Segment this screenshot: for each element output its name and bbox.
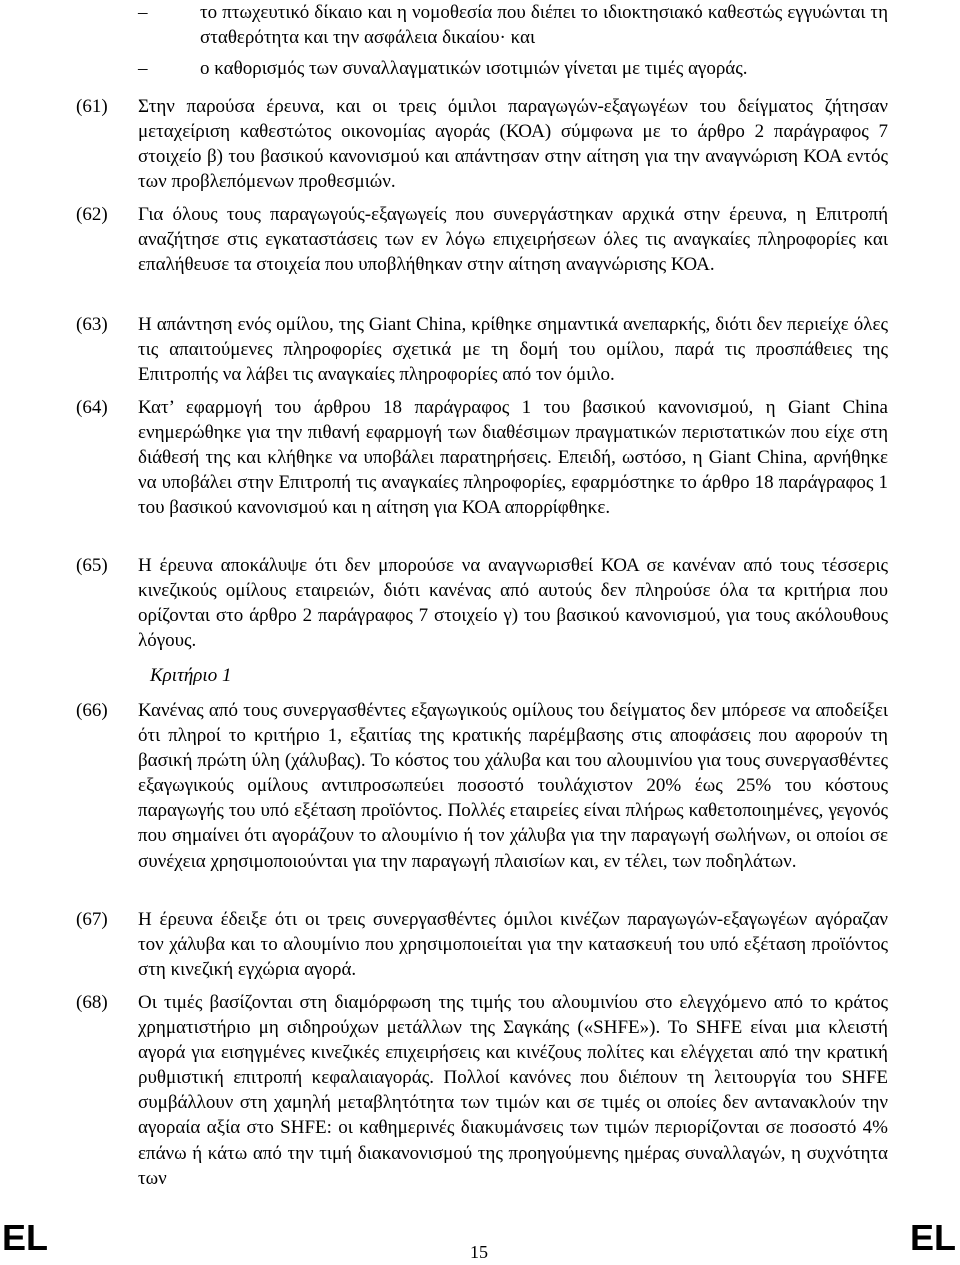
paragraph-65 [76,553,888,653]
paragraph-number: (65) [76,555,108,576]
paragraph-61 [76,94,888,194]
paragraph-text: Για όλους τους παραγωγούς-εξαγωγείς που συνεργάστηκαν αρχικά στην έρευνα, η Επιτροπή αναζήτησε στις εγκαταστάσεις των εν λόγω επιχειρήσεων όλες τις αναγκαίες πληροφορίες και επαλήθευσε τα στοιχεία που υποβλήθηκαν στην αίτηση αναγνώρισης ΚΟΑ. [138,204,888,276]
paragraph-text: Η έρευνα έδειξε ότι οι τρεις συνεργασθέντες όμιλοι κινέζων παραγωγών-εξαγωγέων αγόραζαν τον χάλυβα και το αλουμίνιο που χρησιμοποιείται για την κατασκευή του υπό εξέταση προϊόντος στη κινεζική εγχώρια αγορά. [138,909,888,981]
paragraph-text: Η έρευνα αποκάλυψε ότι δεν μπορούσε να αναγνωρισθεί ΚΟΑ σε κανέναν από τους τέσσερις κινεζικούς ομίλους εταιρειών, διότι κανένας από αυτούς δεν πληρούσε όλα τα κριτήρια που ορίζονται στο άρθρο 2 παράγραφος 7 στοιχείο γ) του βασικού κανονισμού, για τους ακόλουθους λόγους. [138,555,888,652]
paragraph-number: (63) [76,314,108,335]
paragraph-64 [76,395,888,520]
paragraph-67 [76,907,888,982]
dash-item-2 [138,56,888,81]
footer-language-left: EL [2,1217,49,1258]
paragraph-66 [76,698,888,874]
dash-mark: – [138,58,148,79]
paragraph-text: Η απάντηση ενός ομίλου, της Giant China, κρίθηκε σημαντικά ανεπαρκής, διότι δεν περιείχε όλες τις απαιτούμενες πληροφορίες σχετικά με τη δομή του ομίλου, παρά τις προσπάθειες της Επιτροπής να λάβει τις αναγκαίες πληροφορίες από τον όμιλο. [138,314,888,386]
paragraph-number: (68) [76,992,108,1013]
dash-mark: – [138,2,148,23]
paragraph-62 [76,202,888,277]
paragraph-number: (67) [76,909,108,930]
paragraph-text: Κανένας από τους συνεργασθέντες εξαγωγικούς ομίλους του δείγματος δεν μπόρεσε να αποδείξει ότι πληροί το κριτήριο 1, εξαιτίας της κρατικής παρέμβασης στις αποφάσεις που αφορούν τη βασική πρώτη ύλη (χάλυβας). Το κόστος του χάλυβα και του αλουμινίου για τους συνεργασθέντες εξαγωγικούς ομίλους αντιπροσωπεύει ποσοστό τουλάχιστον 20% έως 25% του κόστους παραγωγής του υπό εξέταση προϊόντος. Πολλές εταιρείες είναι πλήρως καθετοποιημένες, γεγονός που σημαίνει ότι αγοράζουν το αλουμίνιο ή τον χάλυβα για την παραγωγή σωλήνων, οι οποίοι σε συνέχεια χρησιμοποιούνται για την παραγωγή πλαισίων και, εν τέλει, των ποδηλάτων. [138,700,888,872]
paragraph-number: (66) [76,700,108,721]
page-number: 15 [470,1242,488,1262]
paragraph-68 [76,990,888,1191]
footer-language-right: EL [909,1217,956,1258]
paragraph-text: Στην παρούσα έρευνα, και οι τρεις όμιλοι παραγωγών-εξαγωγέων του δείγματος ζήτησαν μεταχείριση καθεστώτος οικονομίας αγοράς (ΚΟΑ) σύμφωνα με το άρθρο 2 παράγραφος 7 στοιχείο β) του βασικού κανονισμού και απάντησαν στην αίτηση για την αναγνώριση ΚΟΑ εντός των προβλεπόμενων προθεσμιών. [138,96,888,193]
paragraph-number: (62) [76,204,108,225]
paragraph-text: Κατ’ εφαρμογή του άρθρου 18 παράγραφος 1 του βασικού κανονισμού, η Giant China ενημερώθηκε για την πιθανή εφαρμογή των διαθέσιμων πραγματικών περιστατικών που είχε στη διάθεσή της και κλήθηκε να υποβάλει παρατηρήσεις. Επειδή, ωστόσο, η Giant China, αρνήθηκε να υποβάλει στην Επιτροπή τις αναγκαίες πληροφορίες, εφαρμόστηκε το άρθρο 18 παράγραφος 1 του βασικού κανονισμού και η αίτηση για ΚΟΑ απορρίφθηκε. [138,397,888,519]
dash-item-1 [138,0,888,50]
paragraph-number: (64) [76,397,108,418]
section-heading: Κριτήριο 1 [150,665,232,686]
dash-text: το πτωχευτικό δίκαιο και η νομοθεσία που διέπει το ιδιοκτησιακό καθεστώς εγγυώνται τη σταθερότητα και την ασφάλεια δικαίου· και [200,2,888,49]
paragraph-text: Οι τιμές βασίζονται στη διαμόρφωση της τιμής του αλουμινίου στο ελεγχόμενο από το κράτος χρηματιστήριο μη σιδηρούχων μετάλλων της Σαγκάης («SHFE»). Το SHFE είναι μια κλειστή αγορά για εισηγμένες κινεζικές επιχειρήσεις και κινέζους πολίτες και ελέγχεται από την κρατική ρυθμιστική επιτροπή κεφαλαιαγοράς. Πολλοί κανόνες που διέπουν τη λειτουργία του SHFE συμβάλλουν στη χαμηλή μεταβλητότητα των τιμών και σε τιμές οι οποίες δεν αντανακλούν την αγοραία αξία στο SHFE: οι καθημερινές διακυμάνσεις των τιμών περιορίζονται σε ποσοστό 4% επάνω ή κάτω από την τιμή διακανονισμού της προηγούμενης ημέρας συναλλαγών, η συχνότητα των [138,992,888,1189]
paragraph-63 [76,312,888,387]
paragraph-number: (61) [76,96,108,117]
dash-text: ο καθορισμός των συναλλαγματικών ισοτιμιών γίνεται με τιμές αγοράς. [200,58,748,79]
